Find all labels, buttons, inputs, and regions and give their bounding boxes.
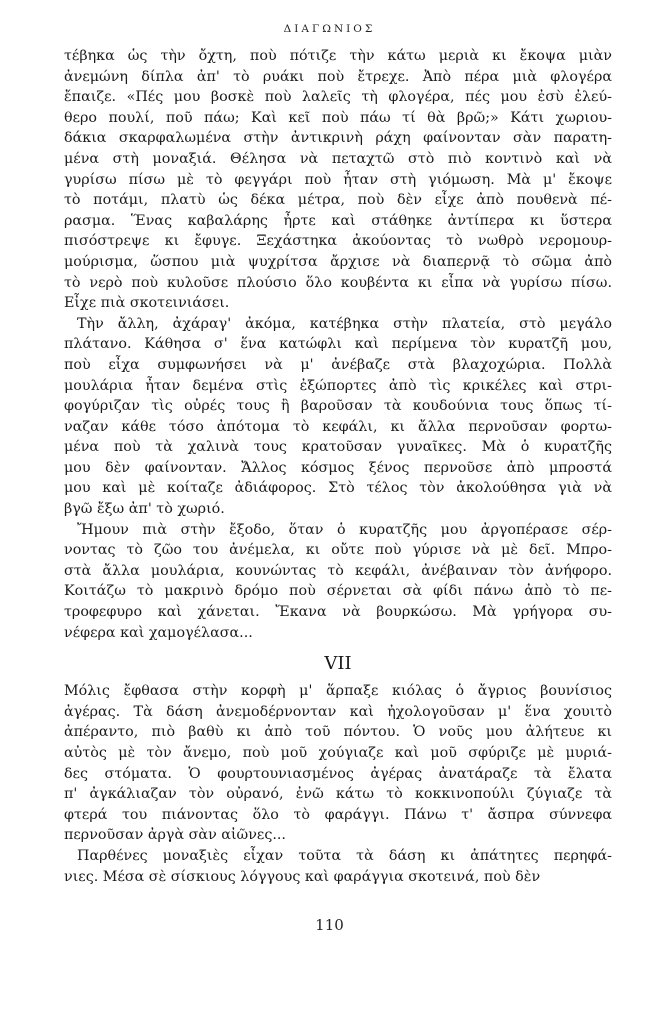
text-line: ἔπαιζε. «Πές μου βοσκὲ ποὺ λαλεῖς τὴ φλογέρα, πές μου ἐσὺ ἐλεύ-: [64, 89, 612, 106]
paragraph-2: [64, 314, 612, 520]
text-line: ναζαν κάθε τόσο ἀπότομα τὸ κεφάλι, κι ἄλλα περνοῦσαν φορτω-: [64, 418, 612, 435]
text-line: βγῶ ἔξω ἀπ' τὸ χωριό.: [64, 501, 225, 518]
text-line: Μόλις ἔφθασα στὴν κορφὴ μ' ἅρπαξε κιόλας ὁ ἄγριος βουνίσιος: [64, 683, 612, 700]
text-line: πλάτανο. Κάθησα σ' ἕνα κατώφλι καὶ περίμενα τὸν κυρατζῆ μου,: [64, 336, 612, 353]
text-line: μου καὶ μὲ κοίταζε ἀδιάφορος. Στὸ τέλος τὸν ἀκολούθησα γιὰ νὰ: [64, 480, 612, 497]
text-line: στὰ ἄλλα μουλάρια, κουνώντας τὸ κεφάλι, ἀνέβαιναν τὸν ἀνήφορο.: [64, 562, 612, 579]
text-line: ἀπέραντο, πιὸ βαθὺ κι ἀπὸ τοῦ πόντου. Ὁ νοῦς μου ἀλήτευε κι: [64, 724, 612, 741]
text-line: ἀγέρας. Τὰ δάση ἀνεμοδέρνονταν καὶ ἠχολογοῦσαν μ' ἕνα χουιτὸ: [64, 703, 612, 720]
text-line: μου δὲν φαίνονταν. Ἄλλος κόσμος ξένος περνοῦσε ἀπὸ μπροστά: [64, 459, 612, 476]
text-line: δες στόματα. Ὁ φουρτουνιασμένος ἀγέρας ἀνατάραζε τὰ ἔλατα: [64, 765, 612, 782]
text-line: ποὺ εἶχα συμφωνήσει νὰ μ' ἀνέβαζε στὰ βλαχοχώρια. Πολλὰ: [64, 356, 612, 373]
text-line: τροφεφυρο καὶ χάνεται. Ἔκανα νὰ βουρκώσω. Μὰ γρήγορα συ-: [64, 604, 612, 621]
text-line: μένα στὴ μοναξιά. Θέλησα νὰ πεταχτῶ στὸ πιὸ κοντινὸ καὶ νὰ: [64, 150, 612, 167]
text-line: νέφερα καὶ χαμογέλασα...: [64, 624, 253, 641]
paragraph-1: [64, 46, 612, 314]
chapter-heading: VII: [324, 653, 352, 675]
text-line: τὸ ποτάμι, πλατὺ ὡς δέκα μέτρα, ποὺ δὲν εἶχε ἀπὸ πουθενὰ πέ-: [64, 192, 612, 209]
text-line: π' ἀγκάλιαζαν τὸν οὐρανό, ἐνῶ κάτω τὸ κοκκινοπούλι ζύγιαζε τὰ: [64, 786, 612, 803]
text-line: γυρίσω πίσω μὲ τὸ φεγγάρι ποὺ ἦταν στὴ γιόμωση. Μὰ μ' ἔκοψε: [64, 171, 612, 188]
text-line: Παρθένες μοναξιὲς εἶχαν τοῦτα τὰ δάση κι ἀπάτητες περηφά-: [77, 847, 612, 864]
paragraph-4: [64, 681, 612, 846]
text-line: μουλάρια ἦταν δεμένα στὶς ἐξώπορτες ἀπὸ τὶς κρικέλες καὶ στρι-: [64, 377, 612, 394]
page-number: 110: [315, 916, 344, 934]
paragraph-3: [64, 520, 612, 644]
text-line: νιες. Μέσα σὲ σίσκιους λόγγους καὶ φαράγγια σκοτεινά, ποὺ δὲν: [64, 868, 541, 885]
text-line: πισόστρεψε κι ἔφυγε. Ξεχάστηκα ἀκούοντας τὸ νωθρὸ νερομουρ-: [64, 233, 612, 250]
page-body: [64, 46, 612, 887]
text-line: περνοῦσαν ἀργὰ σὰν αἰῶνες...: [64, 827, 286, 844]
text-line: ἀνεμώνη δίπλα ἀπ' τὸ ρυάκι ποὺ ἔτρεχε. Ἀπὸ πέρα μιὰ φλογέρα: [64, 68, 612, 85]
text-line: φογύριζαν τὶς οὐρές τους ἢ βαροῦσαν τὰ κουδούνια τους ὅπως τί-: [64, 398, 612, 415]
running-head: ΔΙΑΓΩΝΙΟΣ: [283, 23, 376, 35]
text-line: θερο πουλί, ποῦ πάω; Καὶ κεῖ ποὺ πάω τί θὰ βρῶ;» Κάτι χωριου-: [64, 109, 612, 126]
text-line: Εἶχε πιὰ σκοτεινιάσει.: [64, 295, 230, 312]
text-line: ρασμα. Ἕνας καβαλάρης ἦρτε καὶ στάθηκε ἀντίπερα κι ὕστερα: [64, 212, 612, 229]
text-line: αὐτὸς μὲ τὸν ἄνεμο, ποὺ μοῦ χούγιαζε καὶ μοῦ σφύριζε μὲ μυριά-: [64, 745, 612, 761]
text-line: μένα ποὺ τὰ χαλινὰ τους κρατοῦσαν γυναῖκες. Μὰ ὁ κυρατζῆς: [64, 439, 612, 456]
text-line: τέβηκα ὡς τὴν ὄχτη, ποὺ πότιζε τὴν κάτω μεριὰ κι ἔκοψα μιὰν: [64, 48, 612, 64]
text-line: νοντας τὸ ζῶο του ἀνέμελα, κι οὔτε ποὺ γύρισε νὰ μὲ δεῖ. Μπρο-: [64, 542, 612, 559]
paragraph-5: [64, 846, 612, 887]
text-line: Ἤμουν πιὰ στὴν ἔξοδο, ὅταν ὁ κυρατζῆς μου ἀργοπέρασε σέρ-: [77, 521, 612, 538]
text-line: φτερά του πιάνοντας ὅλο τὸ φαράγγι. Πάνω τ' ἄσπρα σύννεφα: [64, 806, 612, 823]
text-line: Κοιτάζω τὸ μακρινὸ δρόμο ποὺ σέρνεται σὰ φίδι πάνω ἀπὸ τὸ πε-: [64, 583, 612, 600]
text-line: Τὴν ἄλλη, ἀχάραγ' ἀκόμα, κατέβηκα στὴν πλατεία, στὸ μεγάλο: [77, 315, 612, 332]
text-line: δάκια σκαρφαλωμένα στὴν ἀντικρινὴ ράχη φαίνονταν σὰν παρατη-: [64, 130, 612, 147]
text-line: μούρισμα, ὥσπου μιὰ ψυχρίτσα ἄρχισε νὰ διαπερνᾷ τὸ σῶμα ἀπὸ: [64, 253, 612, 270]
text-line: τὸ νερὸ ποὺ κυλοῦσε πλούσιο ὅλο κουβέντα κι εἶπα νὰ γυρίσω πίσω.: [64, 274, 612, 291]
